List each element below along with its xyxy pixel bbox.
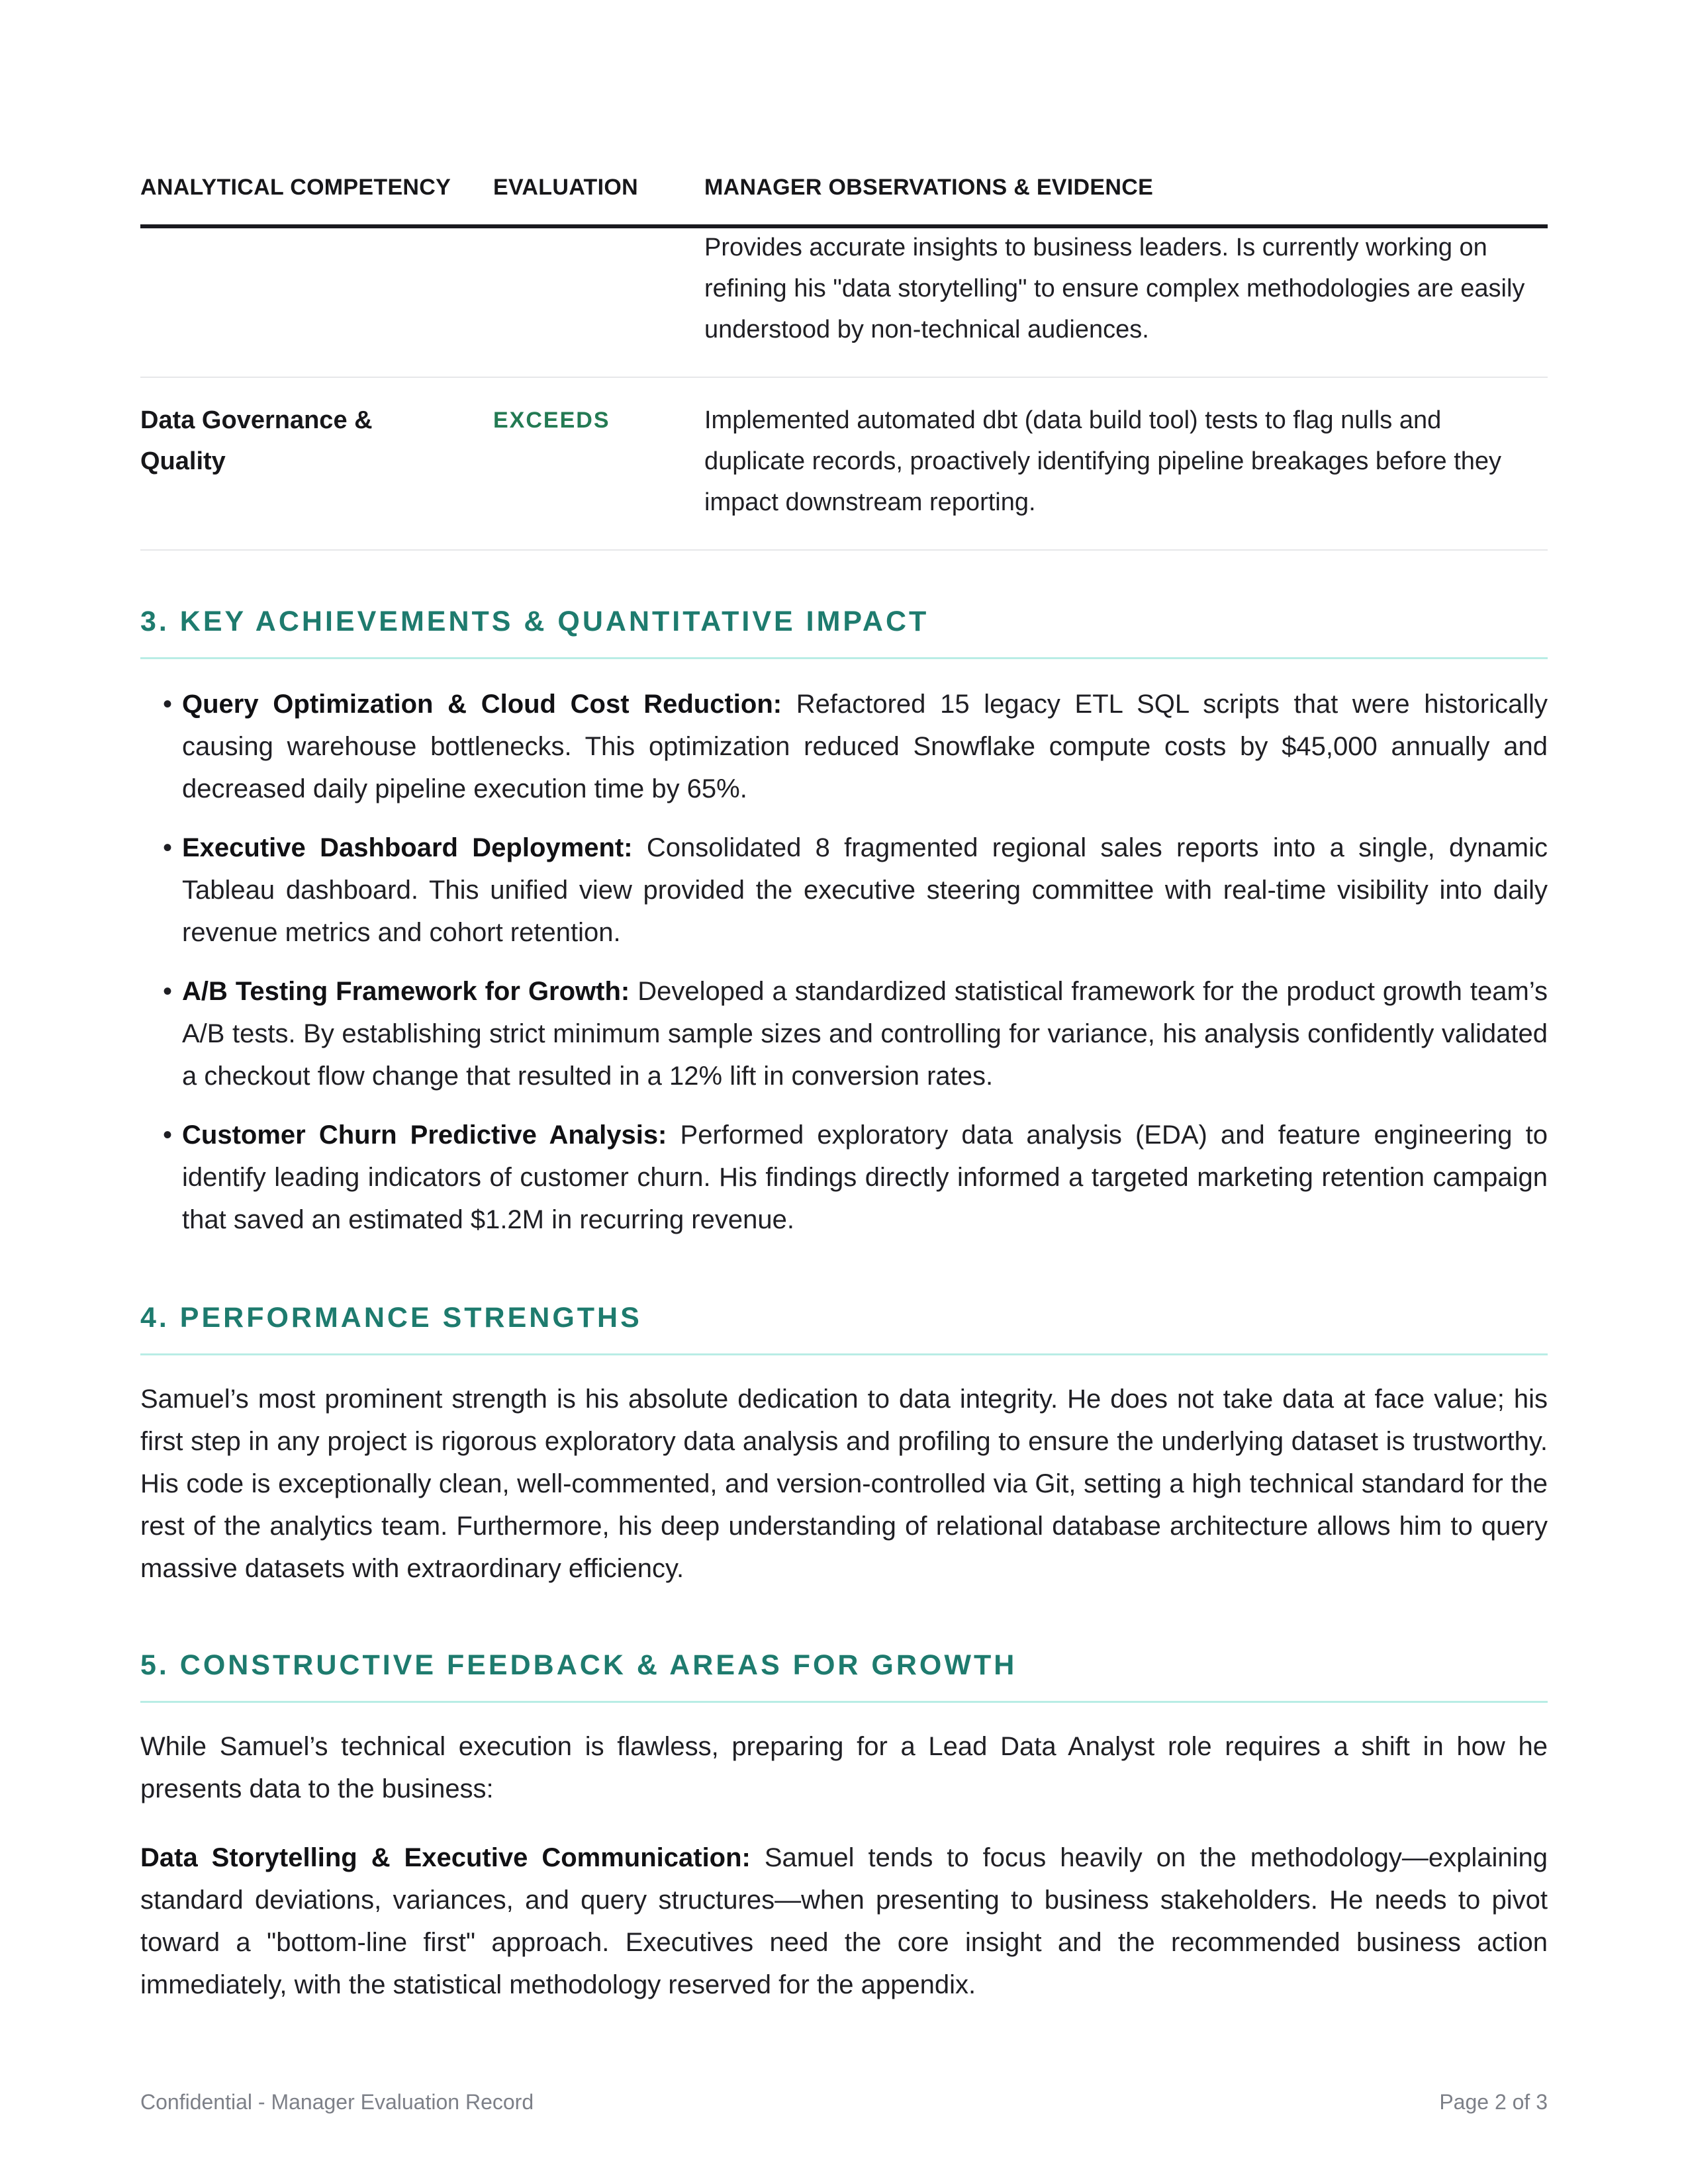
row-observation-continued: Provides accurate insights to business leaders. Is currently working on refining his "data storytelling" to ensure complex methodologies are easily understood by non-technical audiences. (704, 234, 1525, 343)
achievement-text: Performed exploratory data analysis (EDA) and feature engineering to identify leading indicators of customer churn. His findings directly informed a targeted marketing retention campaign that saved an estimated $1.2M in recurring revenue. (182, 1120, 1548, 1234)
bullet-icon: • (163, 977, 173, 1006)
list-item (140, 1114, 1548, 1241)
achievement-label: Customer Churn Predictive Analysis: (182, 1120, 667, 1150)
section-title-achievements: 3. KEY ACHIEVEMENTS & QUANTITATIVE IMPACT (140, 606, 929, 637)
achievement-text: Refactored 15 legacy ETL SQL scripts that were historically causing warehouse bottlenecks. This optimization reduced Snowflake compute costs by $45,000 annually and decreased daily pipeline execution time by 65%. (182, 690, 1548, 803)
strengths-paragraph: Samuel’s most prominent strength is his absolute dedication to data integrity. He does not take data at face value; his first step in any project is rigorous exploratory data analysis and profiling to ensure the underlying dataset is trustworthy. His code is exceptionally clean, well-commented, and version-controlled via Git, setting a high technical standard for the rest of the analytics team. Furthermore, his deep understanding of relational database architecture allows him to query massive datasets with extraordinary efficiency. (140, 1385, 1548, 1583)
bullet-icon: • (163, 1120, 173, 1150)
feedback-item (140, 1837, 1548, 2006)
bullet-icon: • (163, 833, 173, 862)
list-item (140, 970, 1548, 1097)
row-observation: Implemented automated dbt (data build tool) tests to flag nulls and duplicate records, proactively identifying pipeline breakages before they impact downstream reporting. (704, 406, 1502, 516)
competency-name: Data Governance & Quality (140, 406, 373, 475)
evaluation-badge-exceeds: EXCEEDS (493, 408, 610, 433)
feedback-intro: While Samuel’s technical execution is flawless, preparing for a Lead Data Analyst role requires a shift in how he presents data to the business: (140, 1732, 1548, 1803)
page-number: Page 2 of 3 (1439, 2090, 1548, 2114)
section-title-feedback: 5. CONSTRUCTIVE FEEDBACK & AREAS FOR GROWTH (140, 1649, 1017, 1681)
achievement-text: Consolidated 8 fragmented regional sales reports into a single, dynamic Tableau dashboard. This unified view provided the executive steering committee with real-time visibility into daily revenue metrics and cohort retention. (182, 833, 1548, 947)
section-divider (140, 1353, 1548, 1355)
feedback-item-text: Samuel tends to focus heavily on the methodology—explaining standard deviations, variances, and query structures—when presenting to business stakeholders. He needs to pivot toward a "bottom-line first" approach. Executives need the core insight and the recommended business action immediately, with the statistical methodology reserved for the appendix. (140, 1843, 1548, 1999)
section-title-strengths: 4. PERFORMANCE STRENGTHS (140, 1302, 642, 1334)
achievements-list (140, 683, 1548, 1257)
list-item (140, 827, 1548, 954)
header-evaluation: EVALUATION (493, 175, 638, 200)
footer-confidential-note: Confidential - Manager Evaluation Record (140, 2090, 534, 2114)
section-divider (140, 657, 1548, 659)
section-divider (140, 1701, 1548, 1703)
table-row-divider (140, 377, 1548, 378)
list-item (140, 683, 1548, 810)
header-analytical-competency: ANALYTICAL COMPETENCY (140, 175, 451, 200)
table-row-divider (140, 549, 1548, 551)
achievement-label: Query Optimization & Cloud Cost Reduction: (182, 690, 782, 719)
achievement-label: A/B Testing Framework for Growth: (182, 977, 630, 1006)
bullet-icon: • (163, 690, 173, 719)
feedback-item-label: Data Storytelling & Executive Communication: (140, 1843, 751, 1872)
header-manager-observations: MANAGER OBSERVATIONS & EVIDENCE (704, 175, 1154, 200)
achievement-text: Developed a standardized statistical framework for the product growth team’s A/B tests. By establishing strict minimum sample sizes and controlling for variance, his analysis confidently validated a checkout flow change that resulted in a 12% lift in conversion rates. (182, 977, 1548, 1091)
achievement-label: Executive Dashboard Deployment: (182, 833, 633, 862)
